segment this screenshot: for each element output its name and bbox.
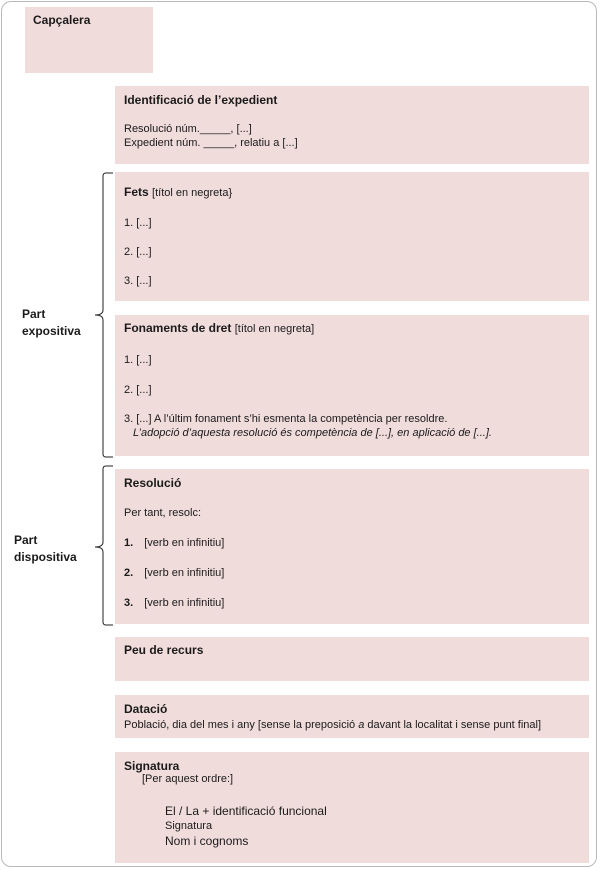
fonaments-title-text: Fonaments de dret xyxy=(124,321,232,335)
expedient-num-line: Expedient núm. _____, relatiu a [...] xyxy=(124,137,298,149)
signatura-title: Signatura xyxy=(124,759,180,773)
signatura-line-nom: Nom i cognoms xyxy=(165,834,249,848)
datacio-title: Datació xyxy=(124,702,168,716)
fets-box xyxy=(115,172,589,301)
identificacio-box xyxy=(115,86,589,164)
fets-title-note: [títol en negreta} xyxy=(152,187,233,199)
resolucio-item-2 xyxy=(124,567,224,579)
identificacio-title: Identificació de l’expedient xyxy=(124,93,278,107)
peu-de-recurs-box xyxy=(115,637,589,681)
fets-title-text: Fets xyxy=(124,185,149,199)
fonaments-title xyxy=(124,321,314,335)
part-expositiva-line2: expositiva xyxy=(22,324,81,338)
resolucio-item-2-num: 2. xyxy=(124,567,134,579)
signatura-box xyxy=(115,752,589,863)
capcalera-title: Capçalera xyxy=(33,13,91,27)
resolucio-item-1-text: [verb en infinitiu] xyxy=(144,537,225,549)
fonaments-title-note: [títol en negreta] xyxy=(234,323,315,335)
resolucio-intro: Per tant, resolc: xyxy=(124,507,202,519)
resolucio-item-1-num: 1. xyxy=(124,537,134,549)
resolucio-item-3 xyxy=(124,597,224,609)
part-dispositiva-line1: Part xyxy=(14,533,38,547)
resolucio-item-2-text: [verb en infinitiu] xyxy=(144,567,225,579)
fets-title xyxy=(124,185,232,199)
datacio-box xyxy=(115,695,589,738)
fets-item-3: 3. [...] xyxy=(124,275,152,287)
resolucio-item-1 xyxy=(124,537,224,549)
expositiva-brace xyxy=(90,172,114,458)
fonaments-item-2: 2. [...] xyxy=(124,384,152,396)
fonaments-competencia-line: L’adopció d’aquesta resolució és competència de [...], en aplicació de [...]. xyxy=(133,427,492,439)
resolucio-box xyxy=(115,469,589,624)
signatura-note: [Per aquest ordre:] xyxy=(142,773,234,785)
datacio-text-before: Població, dia del mes i any [sense la preposició xyxy=(124,719,359,731)
datacio-text-italic: a xyxy=(358,719,365,731)
peu-de-recurs-title: Peu de recurs xyxy=(124,643,204,657)
part-dispositiva-line2: dispositiva xyxy=(14,550,77,564)
fonaments-item-3: 3. [...] A l’últim fonament s’hi esmenta la competència per resoldre. xyxy=(124,413,448,425)
part-dispositiva-label xyxy=(14,532,77,566)
part-expositiva-line1: Part xyxy=(22,307,46,321)
fonaments-item-1: 1. [...] xyxy=(124,354,152,366)
signatura-line-identificacio: El / La + identificació funcional xyxy=(165,804,327,818)
fets-item-2: 2. [...] xyxy=(124,246,152,258)
part-expositiva-label xyxy=(22,306,81,340)
fets-item-1: 1. [...] xyxy=(124,217,152,229)
resolucio-num-line: Resolució núm._____, [...] xyxy=(124,123,252,135)
signatura-line-signatura: Signatura xyxy=(165,820,213,832)
resolucio-item-3-num: 3. xyxy=(124,597,134,609)
datacio-text-after: davant la localitat i sense punt final] xyxy=(364,719,542,731)
dispositiva-brace xyxy=(90,465,114,627)
resolucio-item-3-text: [verb en infinitiu] xyxy=(144,597,225,609)
resolucio-title: Resolució xyxy=(124,476,182,490)
datacio-text xyxy=(124,719,541,731)
fonaments-box xyxy=(115,315,589,456)
capcalera-box xyxy=(25,7,153,73)
